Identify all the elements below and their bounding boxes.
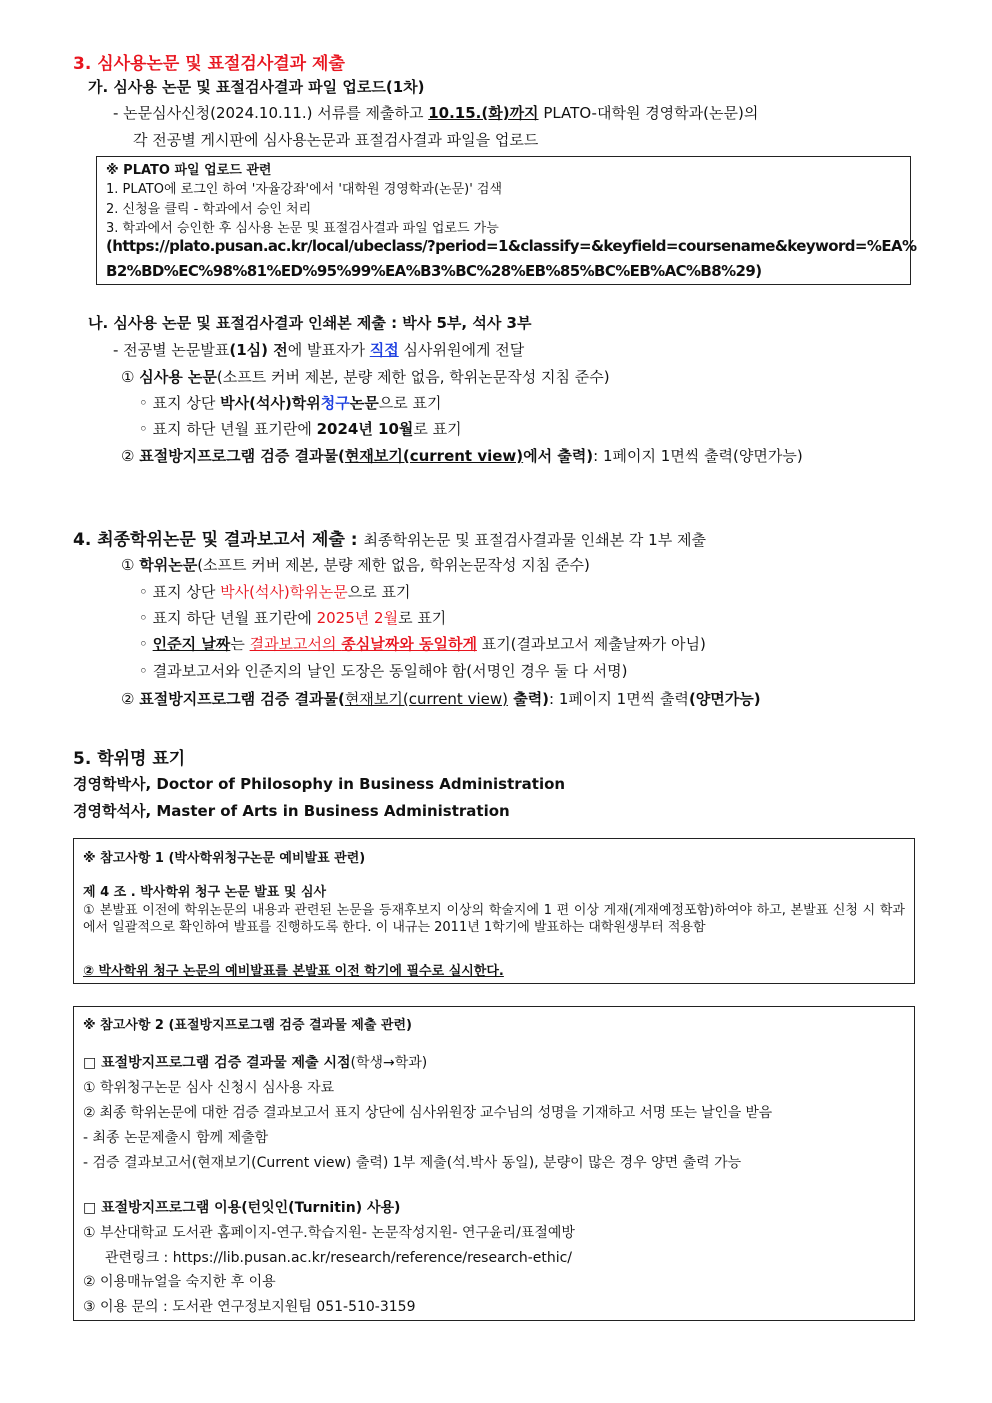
text: ◦ [139, 635, 153, 653]
reference2-title: ※ 참고사항 2 (표절방지프로그램 검증 결과물 제출 관련) [83, 1018, 412, 1033]
section3-title: 3. 심사용논문 및 표절검사결과 제출 [73, 54, 345, 74]
text: 심사위원에게 전달 [398, 341, 525, 359]
deadline-date: 10.15.(화)까지 [428, 104, 539, 122]
text: 현재보기(current view) [344, 447, 524, 465]
text: 현재보기(current view) [344, 690, 508, 708]
text: - 논문심사신청(2024.10.11.) 서류를 제출하고 [113, 104, 429, 122]
text: ② [121, 447, 140, 465]
section3-na-title: 나. 심사용 논문 및 표절검사결과 인쇄본 제출 : 박사 5부, 석사 3부 [88, 314, 532, 332]
text: ① [121, 556, 140, 574]
text: □ 표절방지프로그램 검증 결과물 제출 시점 [83, 1055, 351, 1071]
reference2-heading1 [83, 1052, 427, 1072]
section3-na-line1 [113, 339, 524, 360]
text: 심사용 논문 [139, 368, 217, 386]
text: 2025년 2월 [316, 609, 399, 627]
text: ① [121, 368, 140, 386]
text: 박사(석사)학위논문 [220, 583, 348, 601]
text: ② [121, 690, 140, 708]
text: PLATO-대학원 경영학과(논문)의 [538, 104, 759, 122]
reference-box-2 [73, 1006, 915, 1321]
text: 4. 최종학위논문 및 결과보고서 제출 : [73, 530, 364, 550]
text: 논문 [349, 394, 379, 412]
plato-box-line2: 2. 신청을 클릭 - 학과에서 승인 처리 [106, 202, 312, 217]
reference2-line3: - 최종 논문제출시 함께 제출함 [83, 1130, 269, 1146]
text: 출력) [507, 690, 550, 708]
text: 에 발표자가 [287, 341, 370, 359]
text: 로 표기 [413, 420, 462, 438]
plato-url-line1[interactable]: (https://plato.pusan.ac.kr/local/ubeclass/?period=1&classify=&keyfield=coursename&keyword=%EA% [106, 237, 917, 255]
section4-item1-sub3 [139, 633, 706, 654]
text: 청구 [320, 394, 350, 412]
section3-na-item1-sub2 [139, 418, 462, 439]
section4-item1-sub2 [139, 607, 446, 628]
reference1-article: 제 4 조 . 박사학위 청구 논문 발표 및 심사 [83, 885, 327, 900]
text: ◦ 표지 상단 [139, 394, 221, 412]
text: (학생→학과) [350, 1055, 428, 1071]
section4-title [73, 525, 706, 550]
text: 2024년 10월 [316, 420, 414, 438]
degree-name-phd: 경영학박사, Doctor of Philosophy in Business Administration [73, 775, 566, 793]
text: 로 표기 [398, 609, 447, 627]
reference1-title: ※ 참고사항 1 (박사학위청구논문 예비발표 관련) [83, 851, 366, 866]
section4-item2 [121, 688, 761, 709]
plato-box-line1: 1. PLATO에 로그인 하여 '자율강좌'에서 '대학원 경영학과(논문)' 검색 [106, 182, 503, 197]
text: 인준지 날짜 [152, 635, 231, 653]
text: ◦ 표지 하단 년월 표기란에 [139, 420, 317, 438]
section4-item1 [121, 554, 590, 575]
emphasis-direct: 직접 [369, 341, 399, 359]
text: 표기(결과보고서 제출날짜가 아님) [476, 635, 706, 653]
text: 박사(석사)학위 [220, 394, 321, 412]
reference2-line5: ① 부산대학교 도서관 홈페이지-연구.학습지원- 논문작성지원- 연구윤리/표절예방 [83, 1225, 575, 1241]
section3-na-item1 [121, 366, 610, 387]
text: 학위논문 [139, 556, 198, 574]
text: 최종학위논문 및 표절검사결과물 인쇄본 각 1부 제출 [363, 531, 706, 549]
reference-box-1 [73, 838, 915, 984]
text: : 1페이지 1면씩 출력 [549, 690, 689, 708]
reference2-line4: - 검증 결과보고서(현재보기(Current view) 출력) 1부 제출(석.박사 동일), 분량이 많은 경우 양면 출력 가능 [83, 1155, 742, 1171]
reference2-heading2: □ 표절방지프로그램 이용(턴잇인(Turnitin) 사용) [83, 1200, 401, 1216]
text: : 1페이지 1면씩 출력(양면가능) [593, 447, 803, 465]
text: (1심) 전 [229, 341, 288, 359]
section3-na-item1-sub1 [139, 392, 441, 413]
text: 는 [230, 635, 250, 653]
reference2-line7: ② 이용매뉴얼을 숙지한 후 이용 [83, 1274, 276, 1290]
reference2-line1: ① 학위청구논문 심사 신청시 심사용 자료 [83, 1080, 335, 1096]
text: 종심날짜와 동일하게 [341, 635, 477, 653]
section3-na-item2 [121, 445, 803, 466]
section3-ga-title: 가. 심사용 논문 및 표절검사결과 파일 업로드(1차) [88, 78, 425, 96]
degree-name-ms: 경영학석사, Master of Arts in Business Administration [73, 802, 510, 820]
text: ◦ 표지 하단 년월 표기란에 [139, 609, 317, 627]
library-link[interactable]: 관련링크 : https://lib.pusan.ac.kr/research/reference/research-ethic/ [105, 1250, 573, 1266]
reference2-line8: ③ 이용 문의 : 도서관 연구정보지원팀 051-510-3159 [83, 1299, 416, 1315]
text: ◦ 표지 상단 [139, 583, 221, 601]
plato-box-line3: 3. 학과에서 승인한 후 심사용 논문 및 표절검사결과 파일 업로드 가능 [106, 221, 499, 236]
text: (양면가능) [688, 690, 761, 708]
section3-ga-line1 [113, 102, 758, 123]
reference1-paragraph1: ① 본발표 이전에 학위논문의 내용과 관련된 논문을 등재후보지 이상의 학술지에 1 편 이상 게재(게재예정포함)하여야 하고, 본발표 신청 시 학과에서 일괄적으로 확인하여 발표를 진행하도록 한다. 이 내규는 2011년 1학기에 발표하는 대학원생부터 적용함 [83, 903, 905, 935]
text: 에서 출력) [523, 447, 594, 465]
plato-upload-box [96, 156, 917, 285]
text: (소프트 커버 제본, 분량 제한 없음, 학위논문작성 지침 준수) [216, 368, 610, 386]
section5-title: 5. 학위명 표기 [73, 749, 186, 769]
text: 결과보고서의 [249, 635, 342, 653]
plato-box-title: ※ PLATO 파일 업로드 관련 [106, 163, 272, 178]
plato-url-line2[interactable]: B2%BD%EC%98%81%ED%95%99%EA%B3%BC%28%EB%85%BC%EB%AC%B8%29) [106, 262, 762, 280]
section3-ga-line2: 각 전공별 게시판에 심사용논문과 표절검사결과 파일을 업로드 [133, 131, 539, 149]
text: 표절방지프로그램 검증 결과물( [139, 690, 345, 708]
text: (소프트 커버 제본, 분량 제한 없음, 학위논문작성 지침 준수) [197, 556, 590, 574]
text: 표절방지프로그램 검증 결과물( [139, 447, 345, 465]
section4-item1-sub1 [139, 581, 410, 602]
text: 으로 표기 [347, 583, 411, 601]
section4-item1-sub4: ◦ 결과보고서와 인준지의 날인 도장은 동일해야 함(서명인 경우 둘 다 서명) [139, 662, 628, 680]
reference2-line2: ② 최종 학위논문에 대한 검증 결과보고서 표지 상단에 심사위원장 교수님의 성명을 기재하고 서명 또는 날인을 받음 [83, 1105, 773, 1121]
reference1-paragraph2: ② 박사학위 청구 논문의 예비발표를 본발표 이전 학기에 필수로 실시한다. [83, 964, 504, 979]
text: - 전공별 논문발표 [113, 341, 230, 359]
text: 으로 표기 [378, 394, 442, 412]
